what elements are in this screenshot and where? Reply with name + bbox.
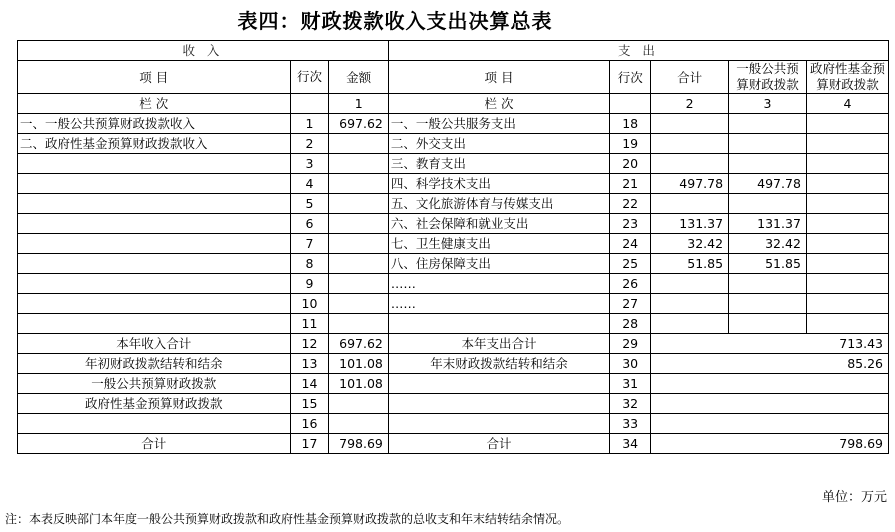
expense-row-no: 33 bbox=[610, 414, 651, 434]
table-row bbox=[18, 194, 889, 214]
expense-general-budget bbox=[729, 294, 807, 314]
income-row-no: 15 bbox=[290, 394, 329, 414]
income-row-no: 1 bbox=[290, 114, 329, 134]
income-amount bbox=[329, 234, 388, 254]
expense-total: 497.78 bbox=[651, 174, 729, 194]
income-row-no: 17 bbox=[290, 434, 329, 454]
expense-row-no: 34 bbox=[610, 434, 651, 454]
table-row bbox=[18, 114, 889, 134]
expense-row-no: 21 bbox=[610, 174, 651, 194]
expense-total: 51.85 bbox=[651, 254, 729, 274]
expense-row-no: 22 bbox=[610, 194, 651, 214]
income-item: 一、一般公共预算财政拨款收入 bbox=[18, 114, 291, 134]
expense-row-no: 25 bbox=[610, 254, 651, 274]
expense-item: 七、卫生健康支出 bbox=[388, 234, 609, 254]
expense-item: 五、文化旅游体育与传媒支出 bbox=[388, 194, 609, 214]
income-amount bbox=[329, 254, 388, 274]
expense-section-header: 支 出 bbox=[388, 41, 888, 61]
income-row-no: 3 bbox=[290, 154, 329, 174]
income-amount bbox=[329, 314, 388, 334]
summary-row bbox=[18, 434, 889, 454]
income-item bbox=[18, 274, 291, 294]
income-amount bbox=[329, 134, 388, 154]
expense-gov-fund bbox=[806, 114, 888, 134]
income-amount bbox=[329, 154, 388, 174]
income-amount: 101.08 bbox=[329, 354, 388, 374]
income-summary-item bbox=[18, 414, 291, 434]
expense-summary-item bbox=[388, 414, 609, 434]
income-item bbox=[18, 234, 291, 254]
expense-summary-item bbox=[388, 394, 609, 414]
column-index-row bbox=[18, 94, 889, 114]
table-row bbox=[18, 294, 889, 314]
expense-gov-fund bbox=[806, 274, 888, 294]
empty-cell bbox=[610, 94, 651, 114]
income-row-no: 7 bbox=[290, 234, 329, 254]
summary-row bbox=[18, 394, 889, 414]
expense-item: 八、住房保障支出 bbox=[388, 254, 609, 274]
empty-cell bbox=[290, 94, 329, 114]
expense-summary-item bbox=[388, 374, 609, 394]
income-summary-item: 本年收入合计 bbox=[18, 334, 291, 354]
income-item bbox=[18, 254, 291, 274]
expense-item: 四、科学技术支出 bbox=[388, 174, 609, 194]
expense-gov-fund bbox=[806, 174, 888, 194]
income-item bbox=[18, 154, 291, 174]
expense-col-index-label: 栏 次 bbox=[388, 94, 609, 114]
footnote: 注：本表反映部门本年度一般公共预算财政拨款和政府性基金预算财政拨款的总收支和年末结转结余情况。 bbox=[5, 512, 570, 526]
income-row-no: 12 bbox=[290, 334, 329, 354]
income-item bbox=[18, 314, 291, 334]
income-amount bbox=[329, 294, 388, 314]
income-row-no: 6 bbox=[290, 214, 329, 234]
income-amount bbox=[329, 214, 388, 234]
income-summary-item: 合计 bbox=[18, 434, 291, 454]
expense-gov-fund bbox=[806, 134, 888, 154]
expense-total bbox=[651, 114, 729, 134]
expense-row-no: 18 bbox=[610, 114, 651, 134]
summary-row bbox=[18, 374, 889, 394]
col-index-2: 2 bbox=[651, 94, 729, 114]
income-amount-header: 金额 bbox=[329, 61, 388, 94]
income-row-no: 10 bbox=[290, 294, 329, 314]
expense-summary-value: 85.26 bbox=[651, 354, 889, 374]
table-row bbox=[18, 134, 889, 154]
expense-summary-value: 798.69 bbox=[651, 434, 889, 454]
expense-general-budget: 51.85 bbox=[729, 254, 807, 274]
income-item bbox=[18, 294, 291, 314]
income-amount bbox=[329, 274, 388, 294]
column-header-row bbox=[18, 61, 889, 94]
expense-gov-fund bbox=[806, 214, 888, 234]
income-amount: 101.08 bbox=[329, 374, 388, 394]
expense-row-no: 27 bbox=[610, 294, 651, 314]
expense-item: 二、外交支出 bbox=[388, 134, 609, 154]
expense-summary-value bbox=[651, 394, 889, 414]
expense-gov-fund bbox=[806, 294, 888, 314]
income-row-no-header: 行次 bbox=[290, 61, 329, 94]
table-row bbox=[18, 274, 889, 294]
income-amount bbox=[329, 394, 388, 414]
income-amount: 798.69 bbox=[329, 434, 388, 454]
table-row bbox=[18, 154, 889, 174]
income-row-no: 9 bbox=[290, 274, 329, 294]
income-item bbox=[18, 174, 291, 194]
gov-fund-header: 政府性基金预算财政拨款 bbox=[806, 61, 888, 94]
general-budget-header: 一般公共预算财政拨款 bbox=[729, 61, 807, 94]
income-section-header: 收 入 bbox=[18, 41, 389, 61]
budget-table bbox=[17, 40, 889, 454]
expense-summary-value bbox=[651, 414, 889, 434]
col-index-4: 4 bbox=[806, 94, 888, 114]
income-summary-item: 政府性基金预算财政拨款 bbox=[18, 394, 291, 414]
income-amount bbox=[329, 414, 388, 434]
expense-row-no: 19 bbox=[610, 134, 651, 154]
expense-total bbox=[651, 314, 729, 334]
expense-row-no: 30 bbox=[610, 354, 651, 374]
expense-total bbox=[651, 194, 729, 214]
expense-general-budget bbox=[729, 154, 807, 174]
expense-item: …… bbox=[388, 294, 609, 314]
income-amount: 697.62 bbox=[329, 334, 388, 354]
expense-gov-fund bbox=[806, 314, 888, 334]
page-title: 表四：财政拨款收入支出决算总表 bbox=[237, 9, 553, 33]
summary-row bbox=[18, 414, 889, 434]
expense-general-budget bbox=[729, 314, 807, 334]
expense-gov-fund bbox=[806, 234, 888, 254]
expense-item bbox=[388, 314, 609, 334]
expense-general-budget bbox=[729, 114, 807, 134]
income-item: 二、政府性基金预算财政拨款收入 bbox=[18, 134, 291, 154]
expense-summary-item: 合计 bbox=[388, 434, 609, 454]
expense-summary-item: 本年支出合计 bbox=[388, 334, 609, 354]
expense-item: …… bbox=[388, 274, 609, 294]
expense-item: 六、社会保障和就业支出 bbox=[388, 214, 609, 234]
income-summary-item: 一般公共预算财政拨款 bbox=[18, 374, 291, 394]
income-row-no: 5 bbox=[290, 194, 329, 214]
income-row-no: 16 bbox=[290, 414, 329, 434]
col-index-1: 1 bbox=[329, 94, 388, 114]
income-row-no: 14 bbox=[290, 374, 329, 394]
expense-gov-fund bbox=[806, 194, 888, 214]
expense-total: 32.42 bbox=[651, 234, 729, 254]
expense-general-budget bbox=[729, 194, 807, 214]
income-summary-item: 年初财政拨款结转和结余 bbox=[18, 354, 291, 374]
expense-row-no-header: 行次 bbox=[610, 61, 651, 94]
expense-general-budget: 32.42 bbox=[729, 234, 807, 254]
income-amount bbox=[329, 174, 388, 194]
table-row bbox=[18, 234, 889, 254]
table-row bbox=[18, 314, 889, 334]
expense-gov-fund bbox=[806, 254, 888, 274]
income-row-no: 4 bbox=[290, 174, 329, 194]
expense-general-budget: 131.37 bbox=[729, 214, 807, 234]
col-index-3: 3 bbox=[729, 94, 807, 114]
summary-row bbox=[18, 334, 889, 354]
expense-row-no: 24 bbox=[610, 234, 651, 254]
expense-row-no: 26 bbox=[610, 274, 651, 294]
expense-row-no: 29 bbox=[610, 334, 651, 354]
expense-summary-value: 713.43 bbox=[651, 334, 889, 354]
income-item-header: 项 目 bbox=[18, 61, 291, 94]
income-item bbox=[18, 194, 291, 214]
expense-total bbox=[651, 294, 729, 314]
expense-row-no: 28 bbox=[610, 314, 651, 334]
expense-row-no: 20 bbox=[610, 154, 651, 174]
expense-item: 三、教育支出 bbox=[388, 154, 609, 174]
expense-total-header: 合计 bbox=[651, 61, 729, 94]
income-row-no: 13 bbox=[290, 354, 329, 374]
income-row-no: 11 bbox=[290, 314, 329, 334]
table-row bbox=[18, 174, 889, 194]
expense-total: 131.37 bbox=[651, 214, 729, 234]
section-header-row bbox=[18, 41, 889, 61]
income-col-index-label: 栏 次 bbox=[18, 94, 291, 114]
expense-gov-fund bbox=[806, 154, 888, 174]
expense-general-budget bbox=[729, 274, 807, 294]
unit-label: 单位：万元 bbox=[821, 490, 887, 505]
income-row-no: 2 bbox=[290, 134, 329, 154]
expense-item-header: 项 目 bbox=[388, 61, 609, 94]
income-amount bbox=[329, 194, 388, 214]
expense-total bbox=[651, 274, 729, 294]
table-row bbox=[18, 254, 889, 274]
expense-general-budget: 497.78 bbox=[729, 174, 807, 194]
expense-total bbox=[651, 134, 729, 154]
expense-general-budget bbox=[729, 134, 807, 154]
summary-row bbox=[18, 354, 889, 374]
expense-summary-value bbox=[651, 374, 889, 394]
expense-item: 一、一般公共服务支出 bbox=[388, 114, 609, 134]
expense-row-no: 23 bbox=[610, 214, 651, 234]
income-amount: 697.62 bbox=[329, 114, 388, 134]
expense-row-no: 31 bbox=[610, 374, 651, 394]
income-row-no: 8 bbox=[290, 254, 329, 274]
expense-row-no: 32 bbox=[610, 394, 651, 414]
expense-total bbox=[651, 154, 729, 174]
expense-summary-item: 年末财政拨款结转和结余 bbox=[388, 354, 609, 374]
income-item bbox=[18, 214, 291, 234]
table-row bbox=[18, 214, 889, 234]
